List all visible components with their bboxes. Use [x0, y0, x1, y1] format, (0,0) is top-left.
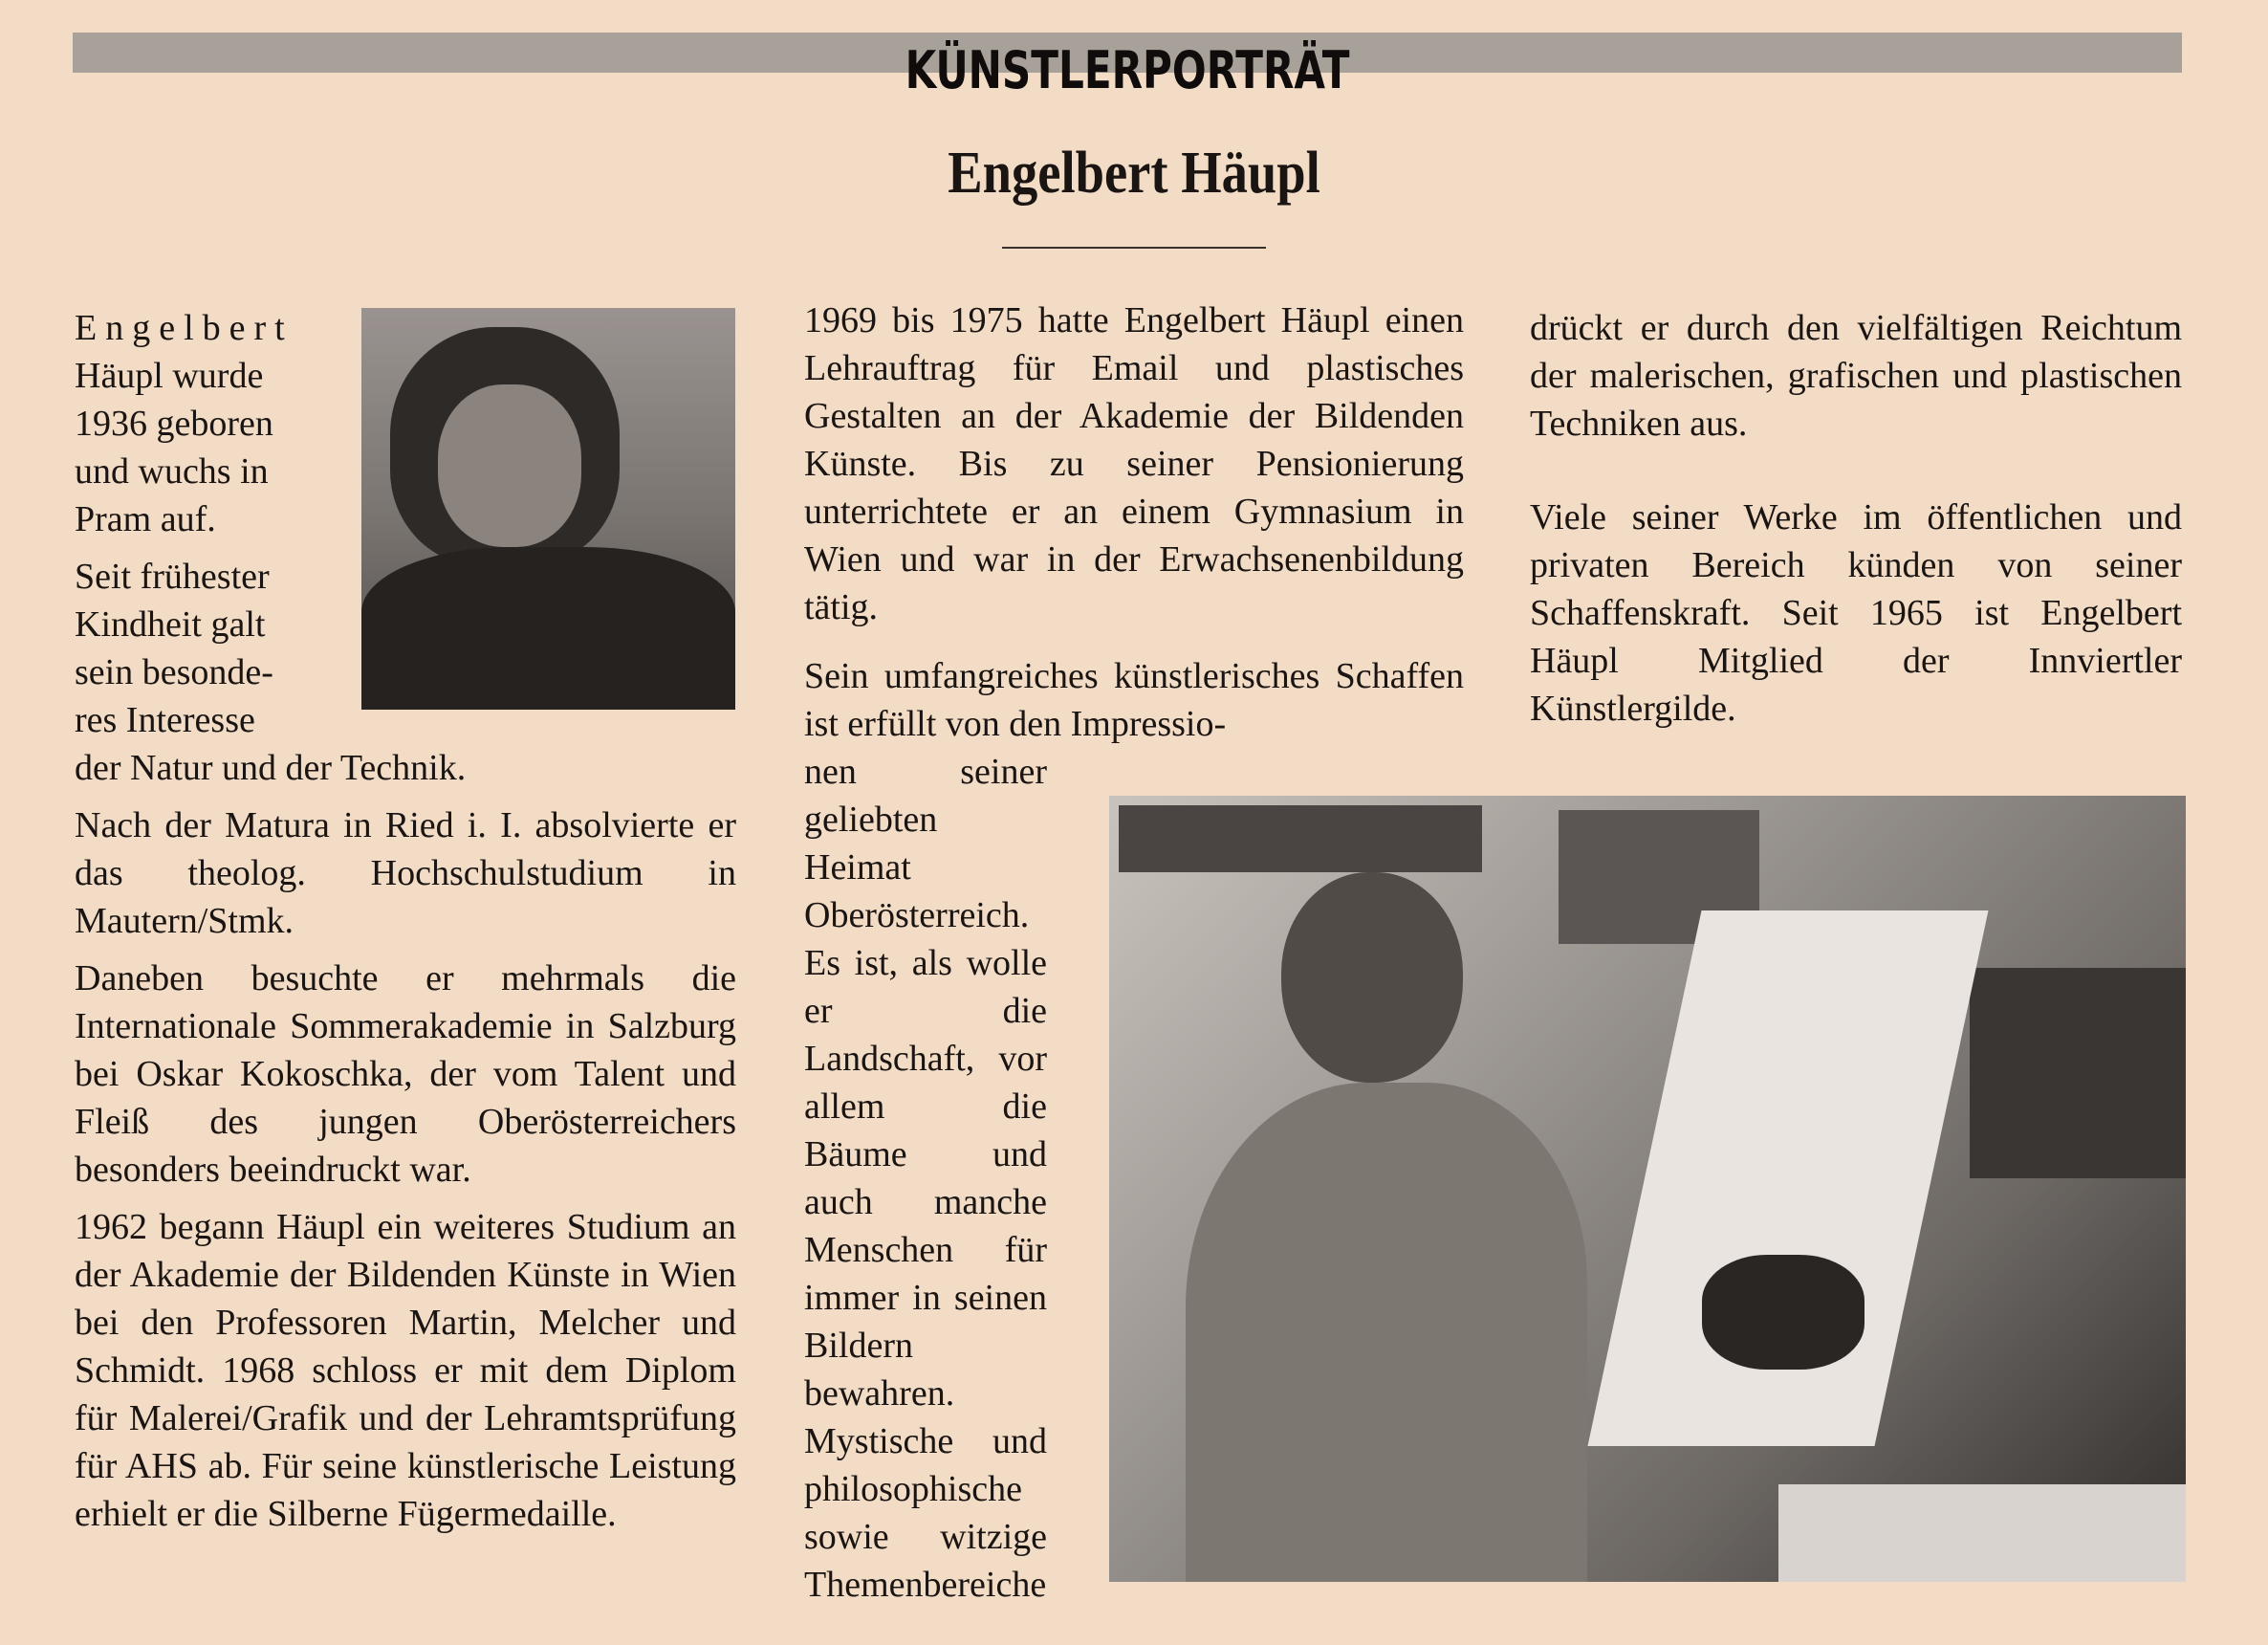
text-line: Häupl wurde [75, 356, 264, 396]
paragraph: drückt er durch den vielfältigen Reichtum der malerischen, grafischen und plastischen Techniken aus. [1530, 308, 2182, 444]
text-line: Pram auf. [75, 499, 216, 539]
column-3 [1530, 304, 2182, 779]
text-line: res Interesse [75, 700, 255, 740]
section-kicker: KÜNSTLERPORTRÄT [905, 40, 1350, 100]
title-divider [1002, 247, 1266, 249]
header-bar [73, 33, 2182, 111]
paragraph: 1969 bis 1975 hatte Engelbert Häupl einen Lehrauftrag für Email und plastisches Gestalten an der Akademie der Bildenden Künste. Bis zu seiner Pensionierung unterrichtete er an einem Gymnasium in Wien und war in der Erwachsenenbildung tätig. [804, 300, 1464, 627]
text-line: und wuchs in [75, 451, 269, 492]
paragraph: Viele seiner Werke im öffentlichen und privaten Bereich künden von seiner Schaffenskraft. Seit 1965 ist Engelbert Häupl Mitglied der Innviertler Künstlergilde. [1530, 497, 2182, 729]
text-line: 1936 geboren [75, 404, 273, 444]
studio-table-shape [1778, 1484, 2186, 1582]
column-1-wrapped-text [75, 304, 314, 744]
paragraph: nen seiner geliebten Heimat Oberösterreich. Es ist, als wolle er die Landschaft, vor allem die Bäume und auch manche Menschen für immer in seinen Bildern bewahren. Mystische und philosophische sowie witzige Themenbereiche [804, 752, 1047, 1605]
text-line: Seit frühester [75, 557, 270, 597]
column-1 [75, 304, 736, 1547]
paragraph: 1962 begann Häupl ein weiteres Studium an der Akademie der Bildenden Künste in Wien bei den Professoren Martin, Melcher und Schmidt. 1968 schloss er mit dem Diplom für Malerei/Grafik und der Lehramtsprüfung für AHS ab. Für seine künstlerische Leistung erhielt er die Silberne Fügermedaille. [75, 1207, 736, 1534]
paragraph: Nach der Matura in Ried i. I. absolvierte er das theolog. Hochschulstudium in Mautern/Stmk. [75, 805, 736, 941]
paragraph: Sein umfangreiches künstlerisches Schaffen ist erfüllt von den Impressio- [804, 656, 1464, 744]
studio-shelf-shape [1119, 805, 1482, 872]
artwork-print-shape [1702, 1255, 1865, 1370]
studio-photo [1109, 796, 2186, 1582]
artist-head-shape [1281, 872, 1463, 1083]
paragraph: Daneben besuchte er mehrmals die Internationale Sommerakademie in Salzburg bei Oskar Kokoschka, der vom Talent und Fleiß des jungen Oberösterreichers besonders beeindruckt war. [75, 958, 736, 1190]
text-line: sein besonde- [75, 652, 273, 692]
text-line: Kindheit galt [75, 604, 266, 645]
article-title: Engelbert Häupl [948, 141, 1320, 206]
text-line: Engelbert [75, 308, 294, 348]
studio-wall-art-shape [1970, 968, 2186, 1178]
paragraph: der Natur und der Technik. [75, 748, 467, 788]
artist-body-shape [1186, 1083, 1587, 1582]
